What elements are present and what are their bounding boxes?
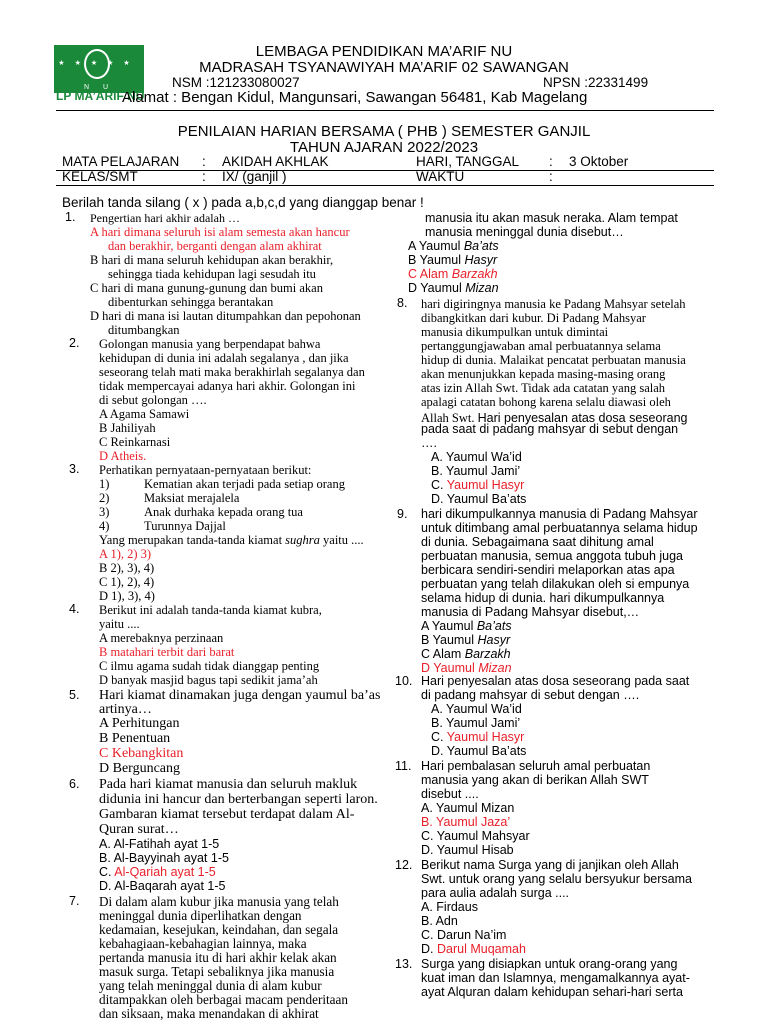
- q3-option-d[interactable]: D 1), 3), 4): [99, 589, 155, 603]
- q6-option-c[interactable]: C. Al-Qariah ayat 1-5: [99, 865, 216, 879]
- q11-line: Hari pembalasan seluruh amal perbuatan: [421, 759, 651, 773]
- q9-option-c[interactable]: C Alam Barzakh: [421, 647, 511, 661]
- q1-number: 1.: [65, 210, 76, 224]
- q7-line: meninggal dunia diperlihatkan dengan: [99, 908, 302, 923]
- q9-option-b[interactable]: B Yaumul Hasyr: [421, 633, 511, 647]
- q2-line: di sebut golongan ….: [99, 393, 207, 407]
- q7-line: kebahagiaan-kebahagian lainnya, maka: [99, 936, 307, 951]
- colon: :: [549, 154, 553, 169]
- q3-item: Maksiat merajalela: [144, 491, 240, 505]
- q8-line: pada saat di padang mahsyar di sebut dengan: [421, 422, 679, 436]
- exam-year: TAHUN AJARAN 2022/2023: [289, 139, 479, 156]
- q12-option-a[interactable]: A. Firdaus: [421, 900, 478, 914]
- institution-name: LEMBAGA PENDIDIKAN MA’ARIF NU: [255, 43, 513, 60]
- q8-option-b[interactable]: B. Yaumul Jami’: [431, 464, 521, 478]
- q7-option-a[interactable]: A Yaumul Ba’ats: [408, 239, 499, 253]
- q8-option-d[interactable]: D. Yaumul Ba’ats: [431, 492, 527, 506]
- class-label: KELAS/SMT: [62, 169, 138, 184]
- q8-line: Allah Swt. Hari penyesalan atas dosa seseorang: [421, 411, 688, 425]
- q4-number: 4.: [69, 602, 80, 616]
- q11-line: manusia yang akan di berikan Allah SWT: [421, 773, 649, 787]
- q9-line: berbicara sendiri-sendiri melaporkan atas apa: [421, 563, 675, 577]
- q7-number: 7.: [69, 894, 80, 908]
- q3-item-number: 2): [99, 491, 110, 505]
- header-divider: [56, 110, 714, 111]
- school-name: MADRASAH TSYANAWIYAH MA’ARIF 02 SAWANGAN: [199, 59, 569, 76]
- q7-option-b[interactable]: B Yaumul Hasyr: [408, 253, 498, 267]
- q2-option-d[interactable]: D Atheis.: [99, 449, 147, 463]
- q3-item: Anak durhaka kepada orang tua: [144, 505, 303, 519]
- q3-item-number: 3): [99, 505, 110, 519]
- q7-line: Di dalam alam kubur jika manusia yang telah: [99, 894, 339, 909]
- q8-line: hari digiringnya manusia ke Padang Mahsyar setelah: [421, 297, 686, 311]
- q6-line: Quran surat…: [99, 822, 179, 837]
- exam-title: PENILAIAN HARIAN BERSAMA ( PHB ) SEMESTER GANJIL: [177, 123, 591, 140]
- q11-option-c[interactable]: C. Yaumul Mahsyar: [421, 829, 530, 843]
- q10-line: Hari penyesalan atas dosa seseorang pada saat: [421, 674, 690, 688]
- q8-line: manusia dikumpulkan untuk dimintai: [421, 325, 609, 339]
- q1-option-d[interactable]: D hari di mana isi lautan ditumpahkan dan pepohonan: [90, 309, 361, 323]
- day-value: 3 Oktober: [569, 154, 629, 169]
- q2-option-a[interactable]: A Agama Samawi: [99, 407, 190, 421]
- q10-option-a[interactable]: A. Yaumul Wa’id: [431, 702, 522, 716]
- logo-text: LP MA’ARIF NU: [56, 89, 145, 103]
- q2-option-c[interactable]: C Reinkarnasi: [99, 435, 171, 449]
- npsn: NPSN :22331499: [543, 75, 649, 90]
- q10-option-d[interactable]: D. Yaumul Ba’ats: [431, 744, 527, 758]
- q10-option-b[interactable]: B. Yaumul Jami’: [431, 716, 521, 730]
- class-value: IX/ (ganjil ): [222, 169, 287, 184]
- q8-option-c[interactable]: C. Yaumul Hasyr: [431, 478, 525, 492]
- q8-option-a[interactable]: A. Yaumul Wa’id: [431, 450, 522, 464]
- q3-item-number: 4): [99, 519, 110, 533]
- q11-option-a[interactable]: A. Yaumul Mizan: [421, 801, 515, 815]
- q9-line: manusia di Padang Mahsyar disebut,…: [421, 605, 640, 619]
- q13-line: kuat iman dan Islamnya, mengamalkannya ayat-: [421, 971, 690, 985]
- q7-cont-line: manusia meninggal dunia disebut…: [425, 225, 624, 239]
- q11-option-d[interactable]: D. Yaumul Hisab: [421, 843, 514, 857]
- q3-option-c[interactable]: C 1), 2), 4): [99, 575, 155, 589]
- subject-label: MATA PELAJARAN: [62, 154, 180, 169]
- q1-option-b[interactable]: B hari di mana seluruh kehidupan akan berakhir,: [90, 253, 334, 267]
- q1-option-a[interactable]: A hari dimana seluruh isi alam semesta akan hancur: [90, 225, 350, 239]
- subject-value: AKIDAH AKHLAK: [222, 154, 329, 169]
- q12-option-c[interactable]: C. Darun Na’im: [421, 928, 507, 942]
- q3-option-b[interactable]: B 2), 3), 4): [99, 561, 155, 575]
- q3-item-number: 1): [99, 477, 110, 491]
- q8-number: 8.: [397, 296, 408, 310]
- q3-option-a[interactable]: A 1), 2) 3): [99, 547, 152, 561]
- q3-item: Turunnya Dajjal: [144, 519, 226, 533]
- q13-line: Surga yang disiapkan untuk orang-orang yang: [421, 957, 678, 971]
- q6-option-b[interactable]: B. Al-Bayyinah ayat 1-5: [99, 851, 229, 865]
- q9-number: 9.: [397, 507, 408, 521]
- q12-line: Swt. untuk orang yang selalu bersyukur bersama: [421, 872, 692, 886]
- q8-line: pertanggungjawaban amal perbuatannya selama: [421, 339, 661, 353]
- address: Alamat : Bengan Kidul, Mangunsari, Sawangan 56481, Kab Magelang: [122, 89, 588, 106]
- q6-option-a[interactable]: A. Al-Fatihah ayat 1-5: [99, 837, 220, 851]
- q10-line: di padang mahsyar di sebut dengan ….: [421, 688, 640, 702]
- q9-option-a[interactable]: A Yaumul Ba’ats: [421, 619, 512, 633]
- q7-line: masuk surga. Tetapi sebaliknya jika manusia: [99, 964, 335, 979]
- q12-line: para aulia adalah surga ....: [421, 886, 570, 900]
- logo-letters: N U: [83, 84, 115, 91]
- day-label: HARI, TANGGAL: [416, 154, 520, 169]
- q8-line: akan menunjukkan kepada masing-masing orang: [421, 367, 666, 381]
- q11-option-b[interactable]: B. Yaumul Jaza’: [421, 815, 511, 829]
- q10-number: 10.: [395, 674, 413, 688]
- q1-option-a-cont: dan berakhir, berganti dengan alam akhirat: [108, 239, 322, 253]
- q9-line: perbuatan manusia, semua anggota tubuh juga: [421, 549, 683, 563]
- colon: :: [549, 169, 553, 184]
- q5-line: Hari kiamat dinamakan juga dengan yaumul ba’as: [99, 688, 381, 703]
- time-label: WAKTU: [416, 169, 465, 184]
- q3-text: Perhatikan pernyataan-pernyataan berikut:: [99, 463, 312, 477]
- q9-line: selama hidup di dunia. hari dikumpulkannya: [421, 591, 665, 605]
- q2-line: tidak mempercayai adanya hari akhir. Golongan ini: [99, 379, 356, 393]
- q2-line: seseorang telah mati maka berakhirlah segalanya dan: [99, 365, 365, 379]
- meta-divider: [56, 170, 714, 171]
- q5-option-c[interactable]: C Kebangkitan: [99, 746, 184, 761]
- q7-line: yang telah meninggal dunia di alam kubur: [99, 978, 322, 993]
- q2-number: 2.: [69, 336, 80, 350]
- q8-line: atas izin Allah Swt. Tidak ada catatan yang salah: [421, 381, 666, 395]
- q5-line: artinya…: [99, 702, 152, 717]
- q4-line: yaitu ....: [99, 617, 140, 631]
- q6-line: Gambaran kiamat tersebut terdapat dalam Al-: [99, 807, 355, 822]
- colon: :: [202, 154, 206, 169]
- q5-number: 5.: [69, 688, 80, 702]
- q12-option-b[interactable]: B. Adn: [421, 914, 458, 928]
- q8-line: hidup di dunia. Malaikat pencatat perbuatan manusia: [421, 353, 686, 367]
- instruction: Berilah tanda silang ( x ) pada a,b,c,d yang dianggap benar !: [62, 195, 424, 210]
- q2-line: kehidupan di dunia ini adalah segalanya , dan jika: [99, 351, 349, 365]
- q7-line: pertanda manusia itu di hari akhir kelak akan: [99, 950, 337, 965]
- q5-option-a[interactable]: A Perhitungan: [99, 716, 180, 731]
- q11-number: 11.: [395, 759, 412, 773]
- q4-line: Berikut ini adalah tanda-tanda kiamat kubra,: [99, 603, 322, 617]
- q6-line: Pada hari kiamat manusia dan seluruh makluk: [99, 777, 358, 792]
- q7-line: kedamaian, kesejukan, keindahan, dan segala: [99, 922, 339, 937]
- q6-number: 6.: [69, 777, 80, 791]
- q4-option-b[interactable]: B matahari terbit dari barat: [99, 645, 235, 659]
- q4-option-d[interactable]: D banyak masjid bagus tapi sedikit jama’ah: [99, 673, 318, 687]
- q6-option-d[interactable]: D. Al-Baqarah ayat 1-5: [99, 879, 226, 893]
- q1-option-c[interactable]: C hari di mana gunung-gunung dan bumi akan: [90, 281, 323, 295]
- q3-number: 3.: [69, 462, 80, 476]
- q7-line: ditampakkan oleh berbagai macam penderitaan: [99, 992, 348, 1007]
- q12-line: Berikut nama Surga yang di janjikan oleh Allah: [421, 858, 679, 872]
- q8-line: apalagi catatan bohong karena selalu diawasi oleh: [421, 395, 671, 409]
- q3-item: Kematian akan terjadi pada setiap orang: [144, 477, 345, 491]
- q4-option-a[interactable]: A merebaknya perzinaan: [99, 631, 224, 645]
- q2-line: Golongan manusia yang berpendapat bahwa: [99, 337, 321, 351]
- q7-cont-line: manusia itu akan masuk neraka. Alam tempat: [425, 211, 678, 225]
- stars-icon: ★★★★★: [58, 59, 140, 67]
- q13-line: ayat Alquran dalam kehidupan sehari-hari serta: [421, 985, 683, 999]
- q7-option-d[interactable]: D Yaumul Mizan: [408, 281, 499, 295]
- q5-option-d[interactable]: D Berguncang: [99, 761, 180, 776]
- nsm: NSM :121233080027: [172, 75, 300, 90]
- q7-option-c[interactable]: C Alam Barzakh: [408, 267, 498, 281]
- q6-line: didunia ini hancur dan berterbangan seperti laron.: [99, 792, 378, 807]
- q1-option-b-cont: sehingga tiada kehidupan lagi sesudah itu: [108, 267, 316, 281]
- q13-number: 13.: [395, 957, 413, 971]
- q2-option-b[interactable]: B Jahiliyah: [99, 421, 156, 435]
- meta-bottom-divider: [56, 185, 714, 186]
- q8-line: dibangkitkan dari kubur. Di Padang Mahsyar: [421, 311, 646, 325]
- q12-number: 12.: [395, 858, 413, 872]
- q10-option-c[interactable]: C. Yaumul Hasyr: [431, 730, 525, 744]
- q9-line: perbuatan yang telah dilakukan oleh si empunya: [421, 577, 690, 591]
- q1-option-d-cont: ditumbangkan: [108, 323, 180, 337]
- q8-line: ….: [421, 436, 437, 450]
- colon: :: [202, 169, 206, 184]
- q9-line: hari dikumpulkannya manusia di Padang Mahsyar: [421, 507, 698, 521]
- q9-line: di dunia. Sebagaimana saat dihitung amal: [421, 535, 654, 549]
- q3-stem: Yang merupakan tanda-tanda kiamat sughra yaitu ....: [99, 533, 364, 547]
- q5-option-b[interactable]: B Penentuan: [99, 731, 171, 746]
- q9-option-d[interactable]: D Yaumul Mizan: [421, 661, 512, 675]
- q11-line: disebut ....: [421, 787, 479, 801]
- q4-option-c[interactable]: C ilmu agama sudah tidak dianggap penting: [99, 659, 320, 673]
- q9-line: untuk ditimbang amal perbuatannya selama hidup: [421, 521, 698, 535]
- q1-option-c-cont: dibenturkan sehingga berantakan: [108, 295, 274, 309]
- q1-text: Pengertian hari akhir adalah …: [90, 211, 240, 225]
- q12-option-d[interactable]: D. Darul Muqamah: [421, 942, 526, 956]
- q7-line: dan siksaan, maka menandakan di akhirat: [99, 1006, 319, 1021]
